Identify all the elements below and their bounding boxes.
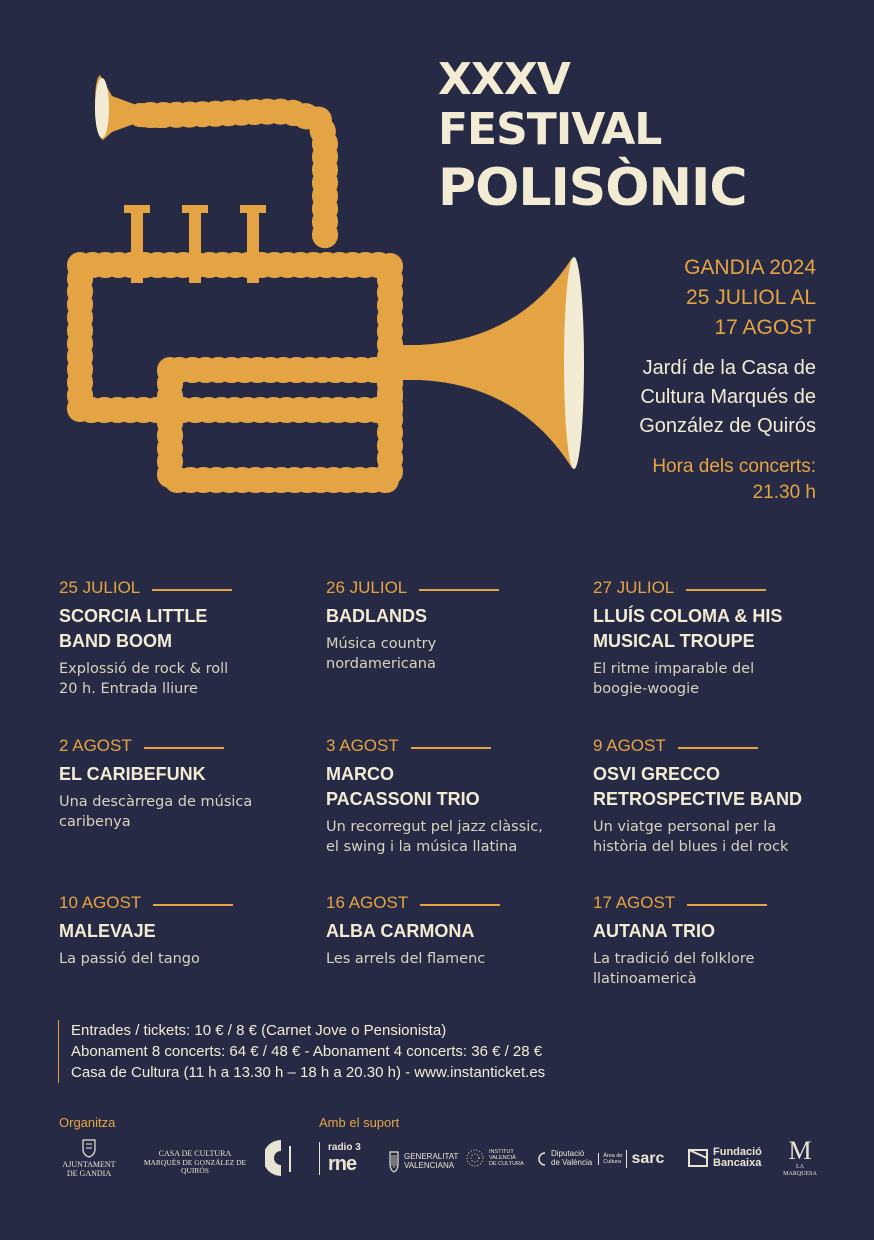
- title-edition: XXXV: [438, 54, 570, 105]
- event-name: BADLANDS: [326, 606, 427, 626]
- event-date: 26 JULIOL: [326, 578, 408, 597]
- event-date: 10 AGOST: [59, 893, 142, 912]
- ticket-prices: Entrades / tickets: 10 € / 8 € (Carnet Jove o Pensionista): [71, 1022, 447, 1039]
- event-card: [593, 736, 853, 857]
- event-description: Música country nordamericana: [326, 636, 437, 672]
- fb-line1: Fundació: [713, 1146, 762, 1158]
- ajuntament-gandia-logo: [58, 1138, 120, 1178]
- title-festival: FESTIVAL: [438, 104, 662, 155]
- date-rule: [678, 747, 758, 749]
- festival-dates: [684, 253, 816, 343]
- date-rule: [687, 904, 767, 906]
- coat-of-arms-icon: [82, 1138, 96, 1158]
- ivc-dots-icon: [465, 1148, 485, 1168]
- rne-radio3: radio 3: [328, 1142, 361, 1153]
- ivc-logo: [465, 1148, 524, 1168]
- suport-label: Amb el suport: [319, 1115, 400, 1130]
- event-card: [59, 893, 299, 969]
- event-date: 27 JULIOL: [593, 578, 675, 597]
- venue-line2: Cultura Marqués de: [640, 386, 816, 408]
- venue-line3: González de Quirós: [639, 415, 816, 437]
- sarc-text: sarc: [626, 1150, 664, 1168]
- marquesa-name: LA MARQUESA: [783, 1164, 817, 1177]
- event-name: EL CARIBEFUNK: [59, 764, 206, 784]
- pass-prices: Abonament 8 concerts: 64 € / 48 € - Abonament 4 concerts: 36 € / 28 €: [71, 1043, 543, 1060]
- dates-line1: 25 JULIOL AL: [686, 286, 816, 309]
- city-year: GANDIA 2024: [684, 256, 816, 279]
- ivc-line2: VALENCIÀ: [489, 1154, 516, 1161]
- event-date: 2 AGOST: [59, 736, 132, 755]
- event-card: [59, 736, 299, 832]
- festival-title: [438, 54, 818, 218]
- ticket-info: [58, 1020, 691, 1083]
- diputacio-logo: [535, 1150, 664, 1168]
- fb-line2: Bancaixa: [713, 1157, 762, 1169]
- event-name: MARCO PACASSONI TRIO: [326, 764, 480, 809]
- event-name: SCORCIA LITTLE BAND BOOM: [59, 606, 208, 651]
- date-rule: [144, 747, 224, 749]
- event-card: [326, 736, 566, 857]
- date-rule: [411, 747, 491, 749]
- event-description: Les arrels del flamenc: [326, 951, 486, 967]
- fundacio-bancaixa-logo: [687, 1146, 762, 1170]
- la-marquesa-logo: [780, 1138, 820, 1177]
- bancaixa-icon: [687, 1146, 709, 1170]
- event-name: AUTANA TRIO: [593, 921, 715, 941]
- venue-line1: Jardí de la Casa de: [642, 357, 816, 379]
- casa-line1: CASA DE CULTURA: [158, 1149, 232, 1158]
- event-name: ALBA CARMONA: [326, 921, 475, 941]
- circle-emblem-icon: [265, 1138, 297, 1180]
- time-label: Hora dels concerts:: [652, 456, 816, 477]
- ivc-line1: INSTITUT: [489, 1148, 514, 1155]
- event-date: 3 AGOST: [326, 736, 399, 755]
- event-card: [593, 893, 853, 989]
- casa-cultura-logo: [135, 1150, 255, 1175]
- casa-line2: MARQUÉS DE GONZÁLEZ DE QUIRÓS: [143, 1157, 247, 1176]
- gv-line2: VALENCIANA: [404, 1161, 455, 1170]
- date-rule: [420, 904, 500, 906]
- date-rule: [686, 589, 766, 591]
- event-card: [593, 578, 853, 699]
- generalitat-logo: [388, 1150, 458, 1174]
- diputacio-icon: [535, 1150, 547, 1168]
- event-description: Una descàrrega de música caribenya: [59, 794, 253, 830]
- event-name: MALEVAJE: [59, 921, 156, 941]
- event-description: Un recorregut pel jazz clàssic, el swing i la música llatina: [326, 819, 543, 855]
- ivc-line3: DE CULTURA: [489, 1161, 524, 1168]
- event-name: OSVI GRECCO RETROSPECTIVE BAND: [593, 764, 803, 809]
- title-polisonic: POLISÒNIC: [438, 158, 747, 218]
- event-description: La passió del tango: [59, 951, 200, 967]
- dates-line2: 17 AGOST: [714, 316, 816, 339]
- ajuntament-line2: DE GANDIA: [66, 1168, 112, 1178]
- time-value: 21.30 h: [752, 482, 816, 503]
- ticket-sales: Casa de Cultura (11 h a 13.30 h – 18 h a 20.30 h) - www.instanticket.es: [71, 1064, 546, 1081]
- dipu-line2: de València: [551, 1158, 593, 1167]
- area-line2: Cultura: [603, 1159, 621, 1165]
- event-card: [326, 578, 566, 674]
- date-rule: [153, 904, 233, 906]
- festival-venue: [639, 354, 816, 441]
- event-description: Explossió de rock & roll 20 h. Entrada lliure: [59, 661, 229, 697]
- event-description: Un viatge personal per la història del blues i del rock: [593, 819, 789, 855]
- event-card: [326, 893, 566, 969]
- event-date: 16 AGOST: [326, 893, 409, 912]
- event-card: [59, 578, 299, 699]
- marquesa-m: M: [788, 1136, 812, 1165]
- rne-text: rne: [328, 1153, 357, 1175]
- event-name: LLUÍS COLOMA & HIS MUSICAL TROUPE: [593, 606, 783, 651]
- event-description: El ritme imparable del boogie-woogie: [593, 661, 755, 697]
- event-date: 17 AGOST: [593, 893, 676, 912]
- event-date: 25 JULIOL: [59, 578, 141, 597]
- organitza-label: Organitza: [59, 1115, 116, 1130]
- ajuntament-line1: AJUNTAMENT: [62, 1159, 116, 1169]
- event-date: 9 AGOST: [593, 736, 666, 755]
- area-line1: Àrea de: [603, 1152, 623, 1159]
- dipu-line1: Diputació: [551, 1149, 585, 1159]
- rne-logo: [319, 1142, 361, 1175]
- gv-line1: GENERALITAT: [404, 1152, 459, 1162]
- concert-time: [652, 454, 816, 506]
- generalitat-emblem-icon: [388, 1150, 400, 1174]
- date-rule: [419, 589, 499, 591]
- date-rule: [152, 589, 232, 591]
- event-description: La tradició del folklore llatinoamericà: [593, 951, 755, 987]
